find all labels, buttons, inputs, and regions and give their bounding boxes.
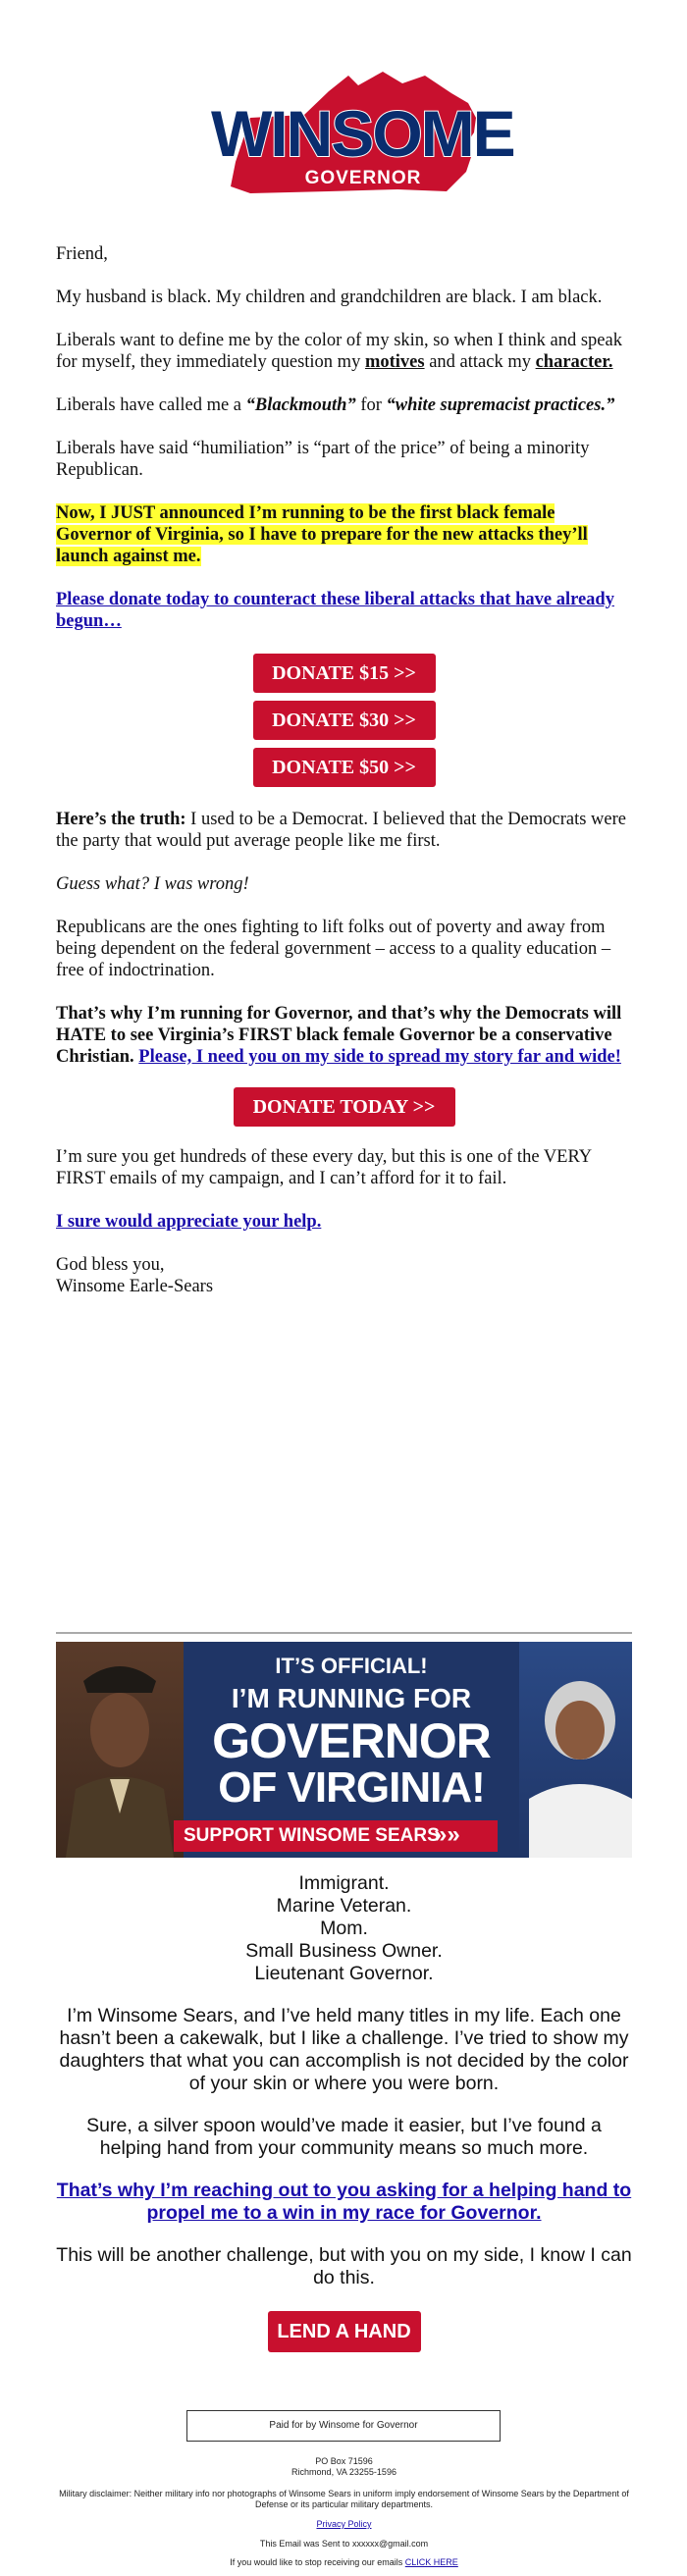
- donate-buttons: [56, 654, 632, 787]
- signature: Winsome Earle-Sears: [56, 1277, 214, 1296]
- marine-portrait: [56, 1642, 184, 1858]
- logo-subtitle: GOVERNOR: [304, 168, 422, 188]
- paid-for-box: Paid for by Winsome for Governor: [186, 2410, 501, 2442]
- donate-link[interactable]: Please donate today to counteract these liberal attacks that have already begun…: [56, 590, 614, 631]
- paragraph-2-text-b: and attack my: [424, 352, 536, 372]
- bio-title-immigrant: Immigrant.: [298, 1872, 390, 1894]
- letter-body: [56, 243, 632, 1297]
- footer-disclaimer: Military disclaimer: Neither military info nor photographs of Winsome Sears in uniform imply endorsement of Winsome Sears by the Department of Defense or its particular military departments.: [59, 2489, 629, 2509]
- banner-governor: GOVERNOR: [212, 1713, 491, 1768]
- unsubscribe-text: If you would like to stop receiving our emails: [230, 2557, 405, 2567]
- paragraph-4: Liberals have said “humiliation” is “part of the price” of being a minority Republican.: [56, 439, 590, 480]
- motives-emphasis: motives: [364, 352, 425, 372]
- bio-titles: [56, 1872, 632, 1985]
- god-bless: God bless you,: [56, 1255, 165, 1275]
- donate-today-button[interactable]: DONATE TODAY >>: [234, 1087, 455, 1127]
- paragraph-2: [56, 330, 632, 373]
- guess-paragraph: [56, 873, 632, 895]
- footer-unsubscribe: [56, 2557, 632, 2568]
- banner-chevrons-icon: »»: [434, 1821, 460, 1848]
- truth-heading: Here’s the truth:: [56, 810, 186, 829]
- quote-white-supremacist: “white supremacist practices.”: [386, 395, 615, 415]
- banner-support-bar[interactable]: [174, 1820, 498, 1852]
- footer-address: [56, 2456, 632, 2478]
- footer-sent-to: This Email was Sent to xxxxxx@gmail.com: [259, 2539, 429, 2549]
- bio-paragraph-1: I’m Winsome Sears, and I’ve held many titles in my life. Each one hasn’t been a cakewalk, but I like a challenge. I’ve tried to show my daughters that what you can accomplish is not decided by the color of your skin or where you were born.: [59, 2005, 629, 2094]
- bio-section: [56, 1872, 632, 2352]
- paragraph-3-text-a: Liberals have called me a: [56, 395, 246, 415]
- bio-paragraph-3: This will be another challenge, but with you on my side, I know I can do this.: [56, 2244, 632, 2288]
- footer-privacy: [56, 2519, 632, 2530]
- paragraph-3-text-b: for: [355, 395, 387, 415]
- bio-link-paragraph: [56, 2180, 632, 2225]
- lend-hand-button[interactable]: LEND A HAND: [268, 2311, 421, 2352]
- truth-text: I used to be a Democrat. I believed that the Democrats were the party that would put average people like me first.: [56, 810, 626, 851]
- banner-its-official: IT’S OFFICIAL!: [275, 1654, 428, 1678]
- donate-15-button[interactable]: DONATE $15 >>: [253, 654, 436, 693]
- character-emphasis: character.: [535, 352, 613, 372]
- candidate-figure-icon: [519, 1642, 632, 1858]
- thats-why-paragraph: [56, 1003, 632, 1068]
- guess-text: Guess what? I was wrong!: [56, 874, 249, 894]
- divider: [56, 1632, 632, 1634]
- banner-running-for: I’M RUNNING FOR: [231, 1683, 472, 1713]
- highlight-paragraph: [56, 502, 632, 567]
- paragraph-2-text-a: Liberals want to define me by the color of my skin, so when I think and speak for myself, they immediately question my: [56, 331, 622, 372]
- helping-hand-link[interactable]: That’s why I’m reaching out to you asking for a helping hand to propel me to a win in my race for Governor.: [56, 2180, 632, 2224]
- donate-30-button[interactable]: DONATE $30 >>: [253, 701, 436, 740]
- logo-name: WINSOME: [211, 97, 514, 170]
- bio-title-lt-governor: Lieutenant Governor.: [254, 1963, 434, 1984]
- donate-50-button[interactable]: DONATE $50 >>: [253, 748, 436, 787]
- marine-figure-icon: [56, 1642, 184, 1858]
- footer-po-box: PO Box 71596: [315, 2456, 373, 2466]
- banner[interactable]: [56, 1642, 632, 1858]
- bio-title-business: Small Business Owner.: [245, 1940, 443, 1962]
- highlight-text: Now, I JUST announced I’m running to be the first black female Governor of Virginia, so I have to prepare for the new attacks they’ll launch against me.: [56, 503, 588, 566]
- bio-title-marine: Marine Veteran.: [276, 1895, 412, 1917]
- paragraph-1: My husband is black. My children and grandchildren are black. I am black.: [56, 288, 603, 307]
- footer-city: Richmond, VA 23255-1596: [291, 2467, 396, 2477]
- appreciate-link[interactable]: I sure would appreciate your help.: [56, 1212, 322, 1232]
- donate-link-paragraph: [56, 589, 632, 632]
- thats-why-bold: That’s why I’m running for Governor, and that’s why the Democrats will HATE to see Virginia’s FIRST black female Governor be a conservative Christian.: [56, 1004, 622, 1067]
- privacy-policy-link[interactable]: Privacy Policy: [316, 2519, 372, 2529]
- banner-of-virginia: OF VIRGINIA!: [218, 1763, 485, 1812]
- bio-paragraph-2: Sure, a silver spoon would’ve made it easier, but I’ve found a helping hand from your community means so much more.: [86, 2115, 602, 2159]
- quote-blackmouth: “Blackmouth”: [245, 395, 356, 415]
- spread-story-link[interactable]: Please, I need you on my side to spread my story far and wide!: [138, 1047, 621, 1067]
- banner-support-text: SUPPORT WINSOME SEARS: [184, 1825, 440, 1846]
- paragraph-3: [56, 394, 632, 416]
- appreciate-paragraph: [56, 1211, 632, 1233]
- greeting: Friend,: [56, 244, 108, 264]
- bio-title-mom: Mom.: [320, 1918, 368, 1939]
- im-sure-paragraph: I’m sure you get hundreds of these every day, but this is one of the VERY FIRST emails of my campaign, and I can’t afford for it to fail.: [56, 1147, 592, 1188]
- logo: [211, 64, 514, 196]
- republicans-paragraph: Republicans are the ones fighting to lift folks out of poverty and away from being dependent on the federal government – access to a quality education – free of indoctrination.: [56, 918, 611, 980]
- candidate-portrait: [519, 1642, 632, 1858]
- truth-paragraph: [56, 809, 632, 852]
- unsubscribe-link[interactable]: CLICK HERE: [404, 2557, 458, 2567]
